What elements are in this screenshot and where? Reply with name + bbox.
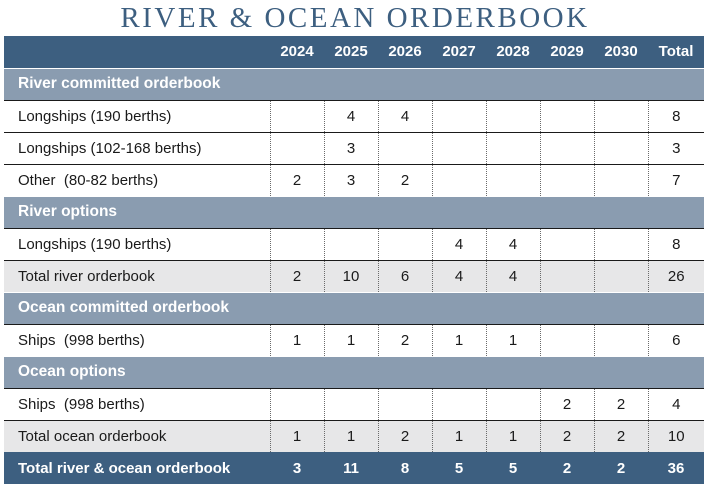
total-cell: 3 — [648, 132, 704, 164]
header-row — [4, 36, 704, 68]
cell: 4 — [486, 228, 540, 260]
row-name: Ships — [18, 395, 56, 413]
table-row — [4, 132, 704, 164]
table-row — [4, 100, 704, 132]
total-cell: 8 — [648, 100, 704, 132]
header-year: 2026 — [378, 36, 432, 68]
row-label — [4, 228, 270, 260]
cell — [540, 260, 594, 292]
row-name: Longships — [18, 235, 87, 253]
row-label — [4, 132, 270, 164]
row-label — [4, 100, 270, 132]
cell: 2 — [540, 452, 594, 484]
total-cell: 26 — [648, 260, 704, 292]
section-heading-text: River committed orderbook — [4, 68, 704, 100]
cell — [486, 388, 540, 420]
header-year: 2029 — [540, 36, 594, 68]
cell — [540, 164, 594, 196]
subtotal-label: Total ocean orderbook — [4, 420, 270, 452]
row-label — [4, 324, 270, 356]
table-row — [4, 388, 704, 420]
cell — [486, 100, 540, 132]
row-detail: (190 berths) — [86, 235, 172, 253]
cell: 3 — [270, 452, 324, 484]
cell: 1 — [432, 420, 486, 452]
cell — [594, 260, 648, 292]
row-detail: (190 berths) — [86, 107, 172, 125]
cell: 4 — [432, 228, 486, 260]
cell — [270, 388, 324, 420]
cell — [486, 164, 540, 196]
grand-total-row — [4, 452, 704, 484]
row-detail: (80-82 berths) — [55, 171, 159, 189]
cell — [270, 228, 324, 260]
subtotal-label: Total river orderbook — [4, 260, 270, 292]
header-year: 2024 — [270, 36, 324, 68]
total-cell: 36 — [648, 452, 704, 484]
cell: 11 — [324, 452, 378, 484]
cell: 5 — [432, 452, 486, 484]
cell: 2 — [594, 420, 648, 452]
row-name: Longships — [18, 139, 87, 157]
grand-total-label: Total river & ocean orderbook — [4, 452, 270, 484]
cell — [270, 132, 324, 164]
header-year: 2028 — [486, 36, 540, 68]
section-heading-text: River options — [4, 196, 704, 228]
subtotal-row — [4, 260, 704, 292]
row-name: Other — [18, 171, 56, 189]
total-cell: 10 — [648, 420, 704, 452]
cell — [324, 388, 378, 420]
cell: 2 — [540, 420, 594, 452]
cell: 3 — [324, 132, 378, 164]
cell — [432, 164, 486, 196]
cell — [540, 324, 594, 356]
cell — [594, 100, 648, 132]
page-title: RIVER & OCEAN ORDERBOOK — [120, 1, 590, 34]
section-heading — [4, 68, 704, 100]
table-row — [4, 228, 704, 260]
header-total: Total — [648, 36, 704, 68]
cell — [486, 132, 540, 164]
header-blank — [4, 36, 270, 68]
cell: 8 — [378, 452, 432, 484]
cell: 6 — [378, 260, 432, 292]
row-label — [4, 164, 270, 196]
subtotal-row — [4, 420, 704, 452]
cell: 2 — [378, 420, 432, 452]
cell: 2 — [270, 164, 324, 196]
cell: 4 — [432, 260, 486, 292]
cell — [270, 100, 324, 132]
header-year: 2025 — [324, 36, 378, 68]
section-heading — [4, 196, 704, 228]
cell: 2 — [540, 388, 594, 420]
cell: 5 — [486, 452, 540, 484]
cell: 4 — [324, 100, 378, 132]
cell: 4 — [486, 260, 540, 292]
row-detail: (998 berths) — [55, 395, 145, 413]
row-name: Ships — [18, 331, 56, 349]
cell — [594, 228, 648, 260]
cell: 1 — [324, 420, 378, 452]
orderbook-table — [4, 36, 704, 484]
cell — [540, 100, 594, 132]
cell: 1 — [324, 324, 378, 356]
total-cell: 7 — [648, 164, 704, 196]
cell — [432, 100, 486, 132]
section-heading — [4, 356, 704, 388]
total-cell: 8 — [648, 228, 704, 260]
cell: 1 — [270, 420, 324, 452]
total-cell: 6 — [648, 324, 704, 356]
cell: 3 — [324, 164, 378, 196]
cell: 2 — [270, 260, 324, 292]
cell: 1 — [432, 324, 486, 356]
cell: 2 — [378, 164, 432, 196]
table-row — [4, 324, 704, 356]
cell — [378, 228, 432, 260]
row-detail: (102-168 berths) — [86, 139, 202, 157]
header-year: 2030 — [594, 36, 648, 68]
cell — [432, 132, 486, 164]
cell: 1 — [486, 420, 540, 452]
total-cell: 4 — [648, 388, 704, 420]
cell — [432, 388, 486, 420]
cell: 2 — [594, 452, 648, 484]
table-row — [4, 164, 704, 196]
header-year: 2027 — [432, 36, 486, 68]
cell — [540, 228, 594, 260]
cell — [594, 324, 648, 356]
cell — [594, 132, 648, 164]
cell — [378, 132, 432, 164]
section-heading — [4, 292, 704, 324]
row-name: Longships — [18, 107, 87, 125]
row-detail: (998 berths) — [55, 331, 145, 349]
cell: 4 — [378, 100, 432, 132]
section-heading-text: Ocean committed orderbook — [4, 292, 704, 324]
cell — [324, 228, 378, 260]
cell — [378, 388, 432, 420]
section-heading-text: Ocean options — [4, 356, 704, 388]
cell: 2 — [378, 324, 432, 356]
cell: 10 — [324, 260, 378, 292]
cell — [540, 132, 594, 164]
cell: 1 — [270, 324, 324, 356]
row-label — [4, 388, 270, 420]
cell: 1 — [486, 324, 540, 356]
cell: 2 — [594, 388, 648, 420]
cell — [594, 164, 648, 196]
